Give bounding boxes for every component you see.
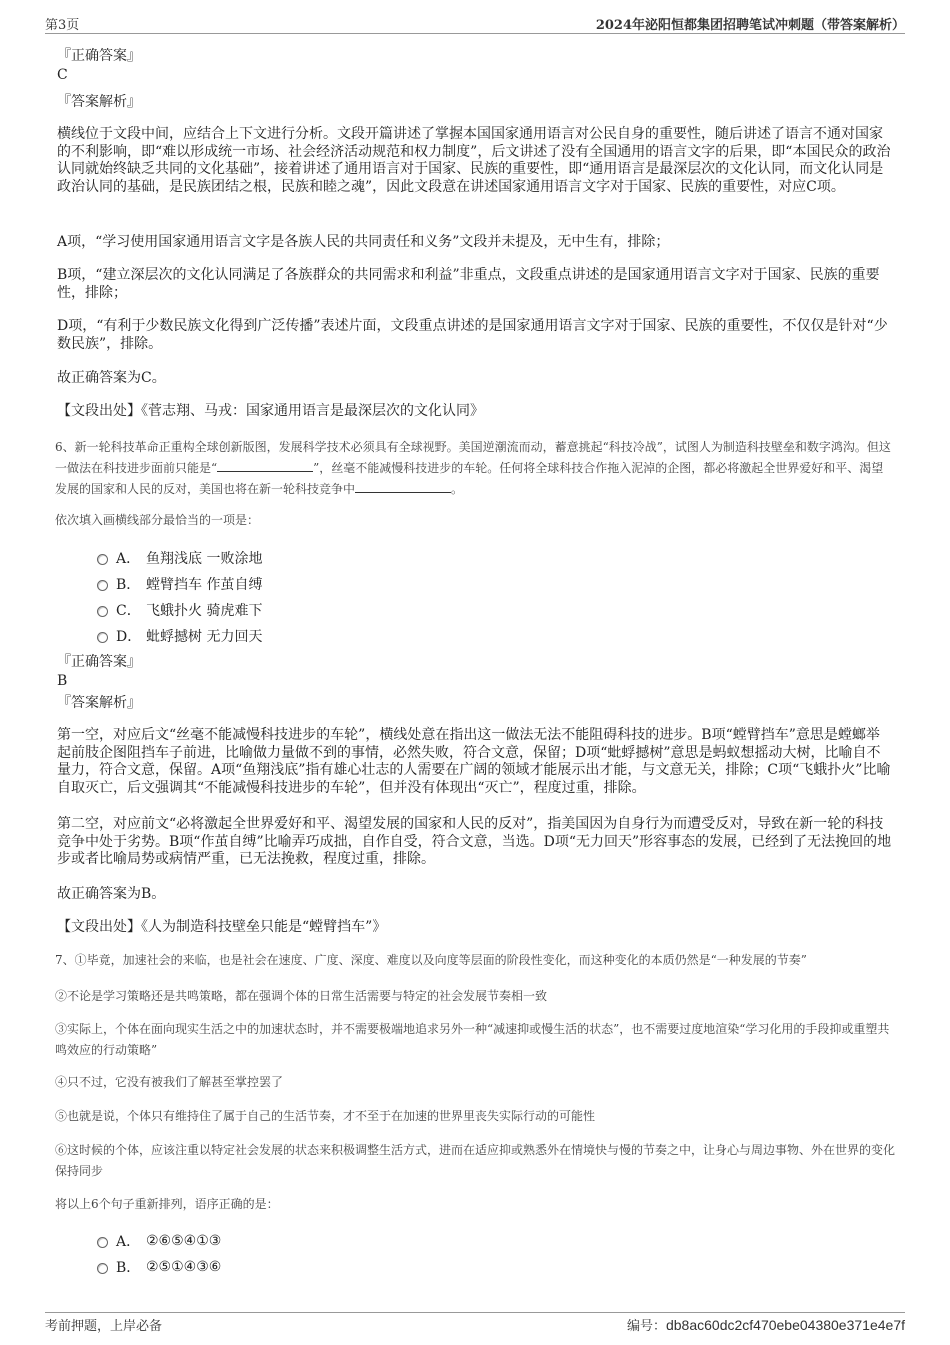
q6-answer-label: 『正确答案』 <box>57 654 141 670</box>
q7-sentence-3: ③实际上，个体在面向现实生活之中的加速状态时，并不需要极端地追求另外一种“减速抑或慢生活的状态”，也不需要过度地渲染“学习化用的手段抑或重塑共鸣效应的行动策略” <box>55 1022 890 1057</box>
header-divider <box>45 33 905 34</box>
q5-analysis-p3: B项，“建立深层次的文化认同满足了各族群众的共同需求和利益”非重点，文段重点讲述的是国家通用语言文字对于国家、民族的重要性，排除； <box>57 267 880 301</box>
q7-option-b[interactable]: B． ②⑤①④③⑥ <box>97 1257 221 1277</box>
q7-sentence-4: ④只不过，它没有被我们了解甚至掌控罢了 <box>55 1075 284 1089</box>
q5-analysis-label: 『答案解析』 <box>57 94 141 110</box>
q6-option-d[interactable]: D． 蚍蜉撼树 无力回天 <box>97 626 262 646</box>
radio-icon[interactable] <box>97 606 108 617</box>
footer-slogan: 考前押题，上岸必备 <box>45 1319 163 1334</box>
q6-option-b[interactable]: B． 螳臂挡车 作茧自缚 <box>97 574 262 594</box>
q6-analysis-label: 『答案解析』 <box>57 695 141 711</box>
document-code: 编号：db8ac60dc2cf470ebe04380e371e4e7f <box>626 1317 905 1334</box>
q7-sentence-5: ⑤也就是说，个体只有维持住了属于自己的生活节奏，才不至于在加速的世界里丧失实际行动的可能性 <box>55 1109 596 1123</box>
q6-stem: 6、新一轮科技革命正重构全球创新版图，发展科学技术必须具有全球视野。美国逆潮流而动，蓄意挑起“科技冷战”，试图人为制造科技壁垒和数字鸿沟。但这一做法在科技进步面前只能是“ ”，丝毫不能减慢科技进步的车轮。任何将全球科技合作拖入泥淖的企图，都必将激起全世界爱好和平、渴望发展的国家和人民的反对，美国也将在新一轮科技竞争中 。 <box>55 440 891 496</box>
q5-analysis-p1: 横线位于文段中间，应结合上下文进行分析。文段开篇讲述了掌握本国国家通用语言对公民自身的重要性，随后讲述了语言不通对国家的不利影响，即“难以形成统一市场、社会经济活动规范和权力制度”，后文讲述了没有全国通用的语言文字的后果，即“本国民众的政治认同就始终缺乏共同的文化基础”，接着讲述了通用语言对于国家、民族的重要性，即“通用语言是最深层次的文化认同，而文化认同是政治认同的基础，是民族团结之根，民族和睦之魂”，因此文段意在讲述国家通用语言文字对于国家、民族的重要性，对应C项。 <box>57 126 891 195</box>
radio-icon[interactable] <box>97 632 108 643</box>
q7-sentence-2: ②不论是学习策略还是共鸣策略，都在强调个体的日常生活需要与特定的社会发展节奏相一致 <box>55 989 548 1003</box>
q5-answer: C <box>57 67 68 83</box>
radio-icon[interactable] <box>97 1263 108 1274</box>
fill-blank-1[interactable] <box>217 459 313 472</box>
q5-source: 【文段出处】《菅志翔、马戎：国家通用语言是最深层次的文化认同》 <box>57 403 484 419</box>
q6-option-a[interactable]: A． 鱼翔浅底 一败涂地 <box>97 548 262 568</box>
q5-conclusion: 故正确答案为C。 <box>57 370 166 386</box>
q6-analysis-p1: 第一空，对应后文“丝毫不能减慢科技进步的车轮”，横线处意在指出这一做法无法不能阻碍科技的进步。B项“螳臂挡车”意思是螳螂举起前肢企图阻挡车子前进，比喻做力量做不到的事情，必然失败，符合文意，保留；D项“蚍蜉撼树”意思是蚂蚁想摇动大树，比喻自不量力，符合文意，保留。A项“鱼翔浅底”指有雄心壮志的人需要在广阔的领域才能展示出才能，与文意无关，排除；C项“飞蛾扑火”比喻自取灭亡，后文强调其“不能减慢科技进步的车轮”，但并没有体现出“灭亡”，程度过重，排除。 <box>57 727 891 796</box>
q5-analysis-p2: A项，“学习使用国家通用语言文字是各族人民的共同责任和义务”文段并未提及，无中生有，排除； <box>57 234 670 250</box>
fill-blank-2[interactable] <box>355 480 451 493</box>
q5-analysis-p4: D项，“有利于少数民族文化得到广泛传播”表述片面，文段重点讲述的是国家通用语言文字对于国家、民族的重要性，不仅仅是针对“少数民族”，排除。 <box>57 318 888 352</box>
q7-sentence-6: ⑥这时候的个体，应该注重以特定社会发展的状态来积极调整生活方式，进而在适应抑或熟悉外在情境快与慢的节奏之中，让身心与周边事物、外在世界的变化保持同步 <box>55 1143 896 1178</box>
q7-prompt: 将以上6个句子重新排列，语序正确的是： <box>55 1197 279 1211</box>
q6-analysis-p2: 第二空，对应前文“必将激起全世界爱好和平、渴望发展的国家和人民的反对”，指美国因为自身行为而遭受反对，导致在新一轮的科技竞争中处于劣势。B项“作茧自缚”比喻弄巧成拙，自作自受，符合文意，当选。D项“无力回天”形容事态的发展，已经到了无法挽回的地步或者比喻局势或病情严重，已无法挽救，程度过重，排除。 <box>57 816 892 867</box>
footer-divider <box>45 1312 905 1313</box>
radio-icon[interactable] <box>97 580 108 591</box>
q5-answer-label: 『正确答案』 <box>57 48 141 64</box>
document-title: 2024年泌阳恒都集团招聘笔试冲刺题（带答案解析） <box>595 18 905 33</box>
q7-sentence-1: 7、①毕竟，加速社会的来临，也是社会在速度、广度、深度、难度以及向度等层面的阶段性变化，而这种变化的本质仍然是“一种发展的节奏” <box>55 953 807 967</box>
page-number: 第3页 <box>45 18 80 33</box>
q6-prompt: 依次填入画横线部分最恰当的一项是： <box>55 513 260 527</box>
q7-option-a[interactable]: A． ②⑥⑤④①③ <box>97 1231 221 1251</box>
q6-source: 【文段出处】《人为制造科技壁垒只能是“螳臂挡车”》 <box>57 919 387 935</box>
q6-option-c[interactable]: C． 飞蛾扑火 骑虎难下 <box>97 600 262 620</box>
radio-icon[interactable] <box>97 554 108 565</box>
radio-icon[interactable] <box>97 1237 108 1248</box>
q6-answer: B <box>57 673 68 689</box>
q6-conclusion: 故正确答案为B。 <box>57 886 166 902</box>
